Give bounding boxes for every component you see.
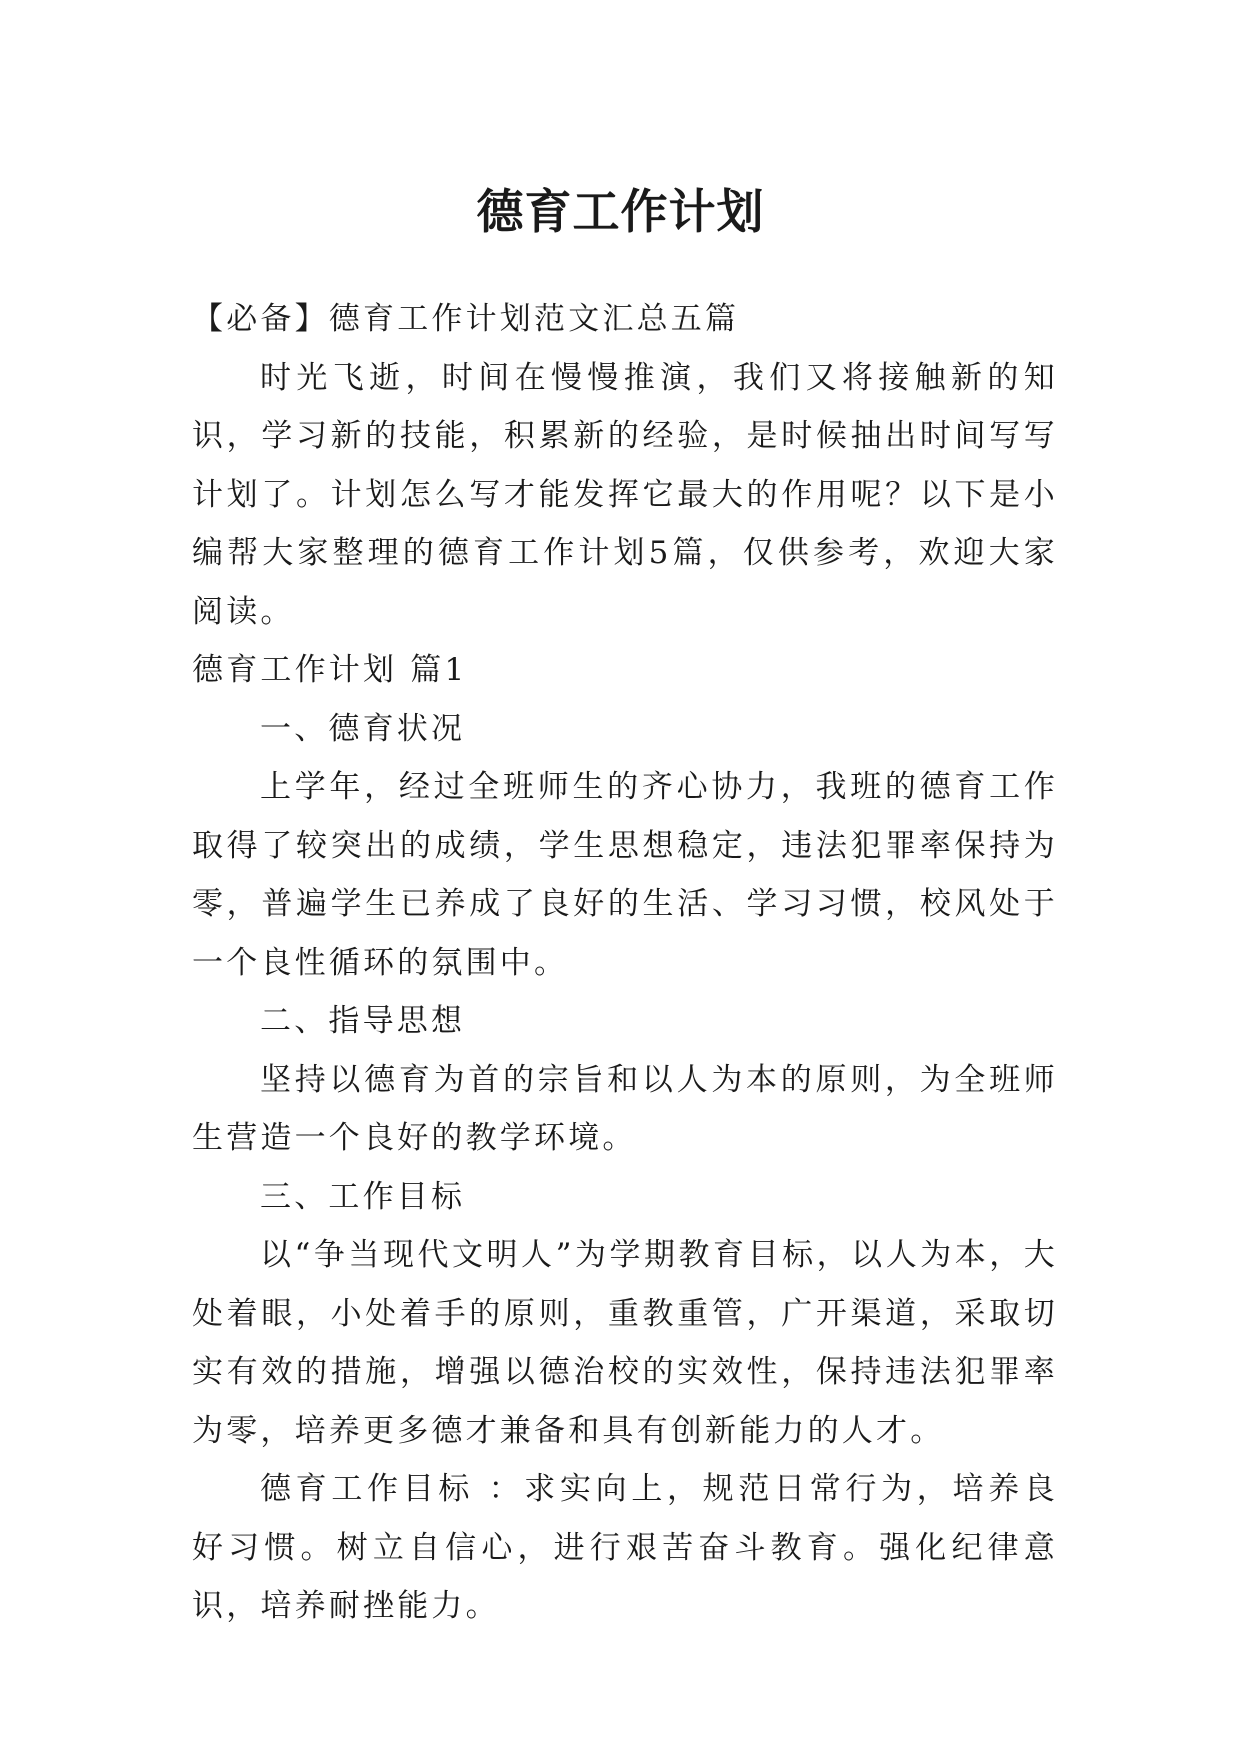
section-heading-work-goals: 三、工作目标 xyxy=(260,1178,466,1215)
section-body-work-goals: 以“争当现代文明人”为学期教育目标，以人为本，大处着眼，小处着手的原则，重教重管，广开渠道，采取切实有效的措施，增强以德治校的实效性，保持违法犯罪率为零，培养更多德才兼备和具有创新能力的人才。 xyxy=(192,1237,1058,1449)
document-body xyxy=(192,290,1058,1636)
document-title: 德育工作计划 xyxy=(476,185,765,241)
document-subtitle: 【必备】德育工作计划范文汇总五篇 xyxy=(192,301,740,337)
section-body-moral-work-goal: 德育工作目标 ：求实向上，规范日常行为，培养良好习惯。树立自信心，进行艰苦奋斗教育。强化纪律意识，培养耐挫能力。 xyxy=(192,1471,1058,1624)
section-heading-moral-status: 一、德育状况 xyxy=(260,710,466,747)
section-heading-guiding-ideology: 二、指导思想 xyxy=(260,1003,466,1039)
section-body-guiding-ideology: 坚持以德育为首的宗旨和以人为本的原则，为全班师生营造一个良好的教学环境。 xyxy=(192,1061,1058,1156)
section-body-moral-status: 上学年，经过全班师生的齐心协力，我班的德育工作取得了较突出的成绩，学生思想稳定，违法犯罪率保持为零，普遍学生已养成了良好的生活、学习习惯，校风处于一个良性循环的氛围中。 xyxy=(192,769,1058,981)
article-heading: 德育工作计划 篇1 xyxy=(192,652,468,688)
intro-paragraph: 时光飞逝，时间在慢慢推演，我们又将接触新的知识，学习新的技能，积累新的经验，是时候抽出时间写写计划了。计划怎么写才能发挥它最大的作用呢？以下是小编帮大家整理的德育工作计划5篇，仅供参考，欢迎大家阅读。 xyxy=(192,359,1058,630)
